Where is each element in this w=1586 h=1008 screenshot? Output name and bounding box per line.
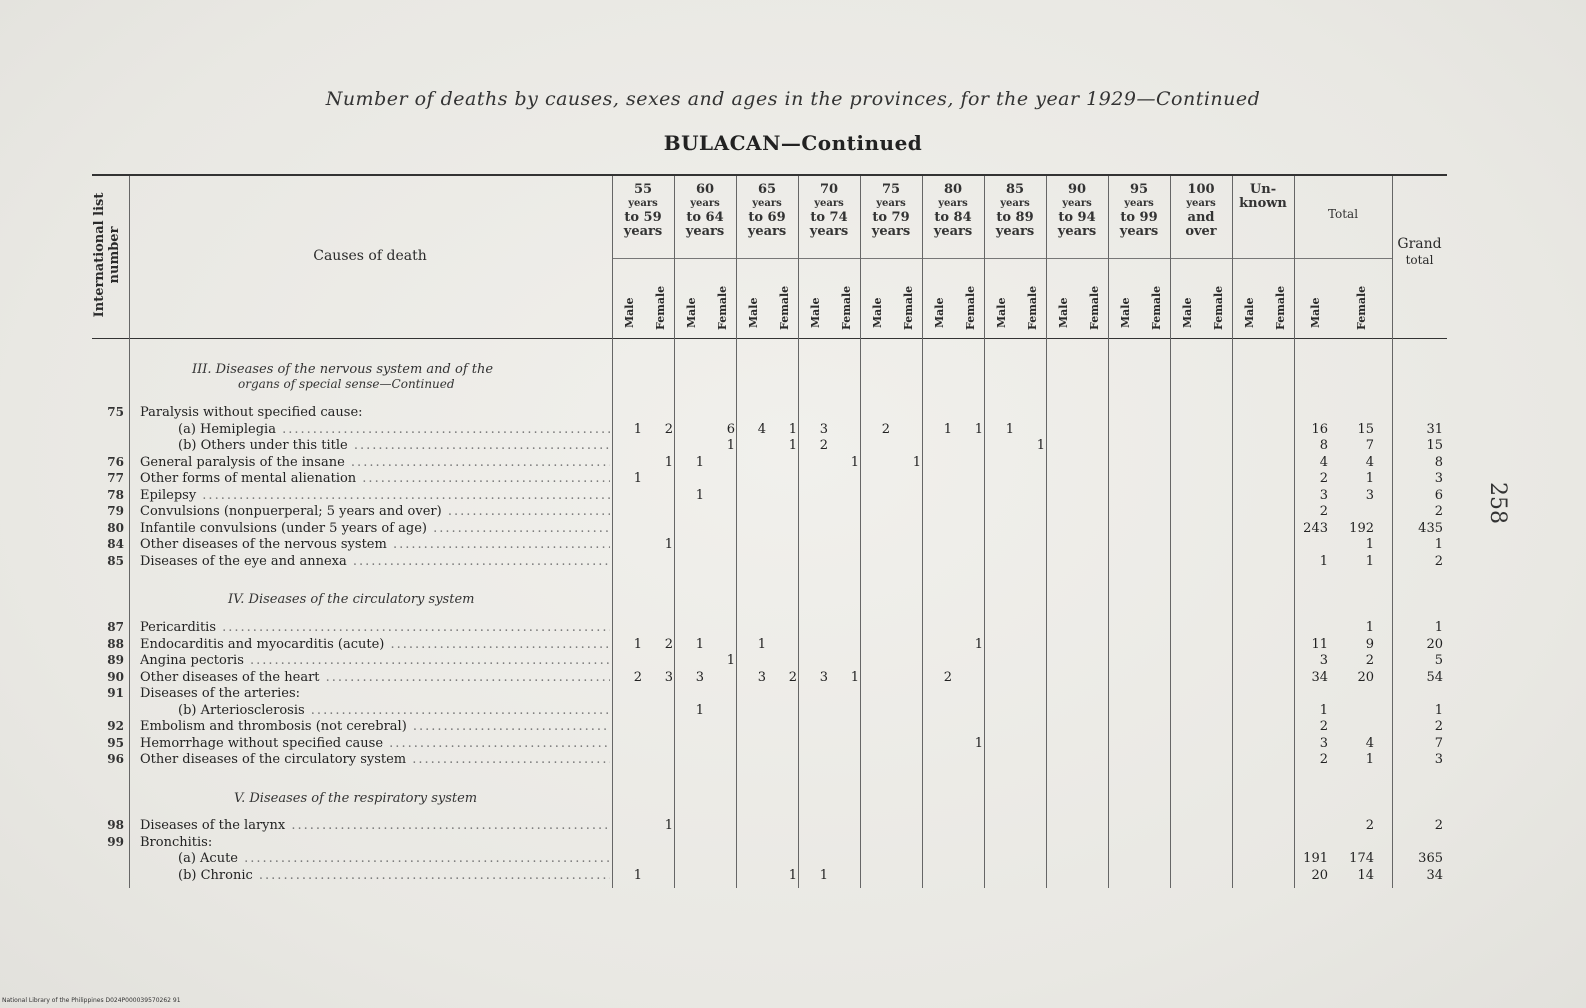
age-group-header-line: years <box>1124 198 1154 209</box>
female-column-header: Female <box>964 285 977 330</box>
cause-label: Embolism and thrombosis (not cerebral) ..... <box>140 719 610 734</box>
intl-list-number: 87 <box>107 620 124 634</box>
female-column-header: Female <box>1088 285 1101 330</box>
female-column-header: Female <box>1150 285 1163 330</box>
intl-list-number: 84 <box>107 537 124 551</box>
age-group-header-line: years <box>1119 224 1159 239</box>
intl-list-number: 78 <box>107 488 124 502</box>
grand-total-cell: 2 <box>1434 818 1443 833</box>
intl-list-number: 80 <box>107 521 124 535</box>
table-cell: 6 <box>726 422 735 437</box>
age-group-header <box>1108 183 1170 239</box>
age-group-header-line: to 59 <box>624 210 662 225</box>
section-heading-circulatory: IV. Diseases of the circulatory system <box>228 592 475 607</box>
total-column-divider <box>1392 340 1393 888</box>
age-group-header-line: years <box>623 224 663 239</box>
intl-list-number: 99 <box>107 835 124 849</box>
grand-total-cell: 8 <box>1434 455 1443 470</box>
age-column-divider <box>984 176 985 888</box>
table-cell: 1 <box>788 422 797 437</box>
table-cell: 1 <box>664 818 673 833</box>
table-cell: 15 <box>1357 422 1374 437</box>
female-column-header: Female <box>1355 285 1368 330</box>
table-cell: 2 <box>633 670 642 685</box>
age-group-header-line: years <box>809 224 849 239</box>
age-group-header-line: Un- <box>1249 182 1277 197</box>
table-cell: 2 <box>1319 504 1328 519</box>
age-group-header-line: years <box>1057 224 1097 239</box>
intl-list-number: 96 <box>107 752 124 766</box>
province-subtitle: BULACAN—Continued <box>663 131 923 155</box>
table-cell: 4 <box>1365 455 1374 470</box>
table-cell: 3 <box>757 670 766 685</box>
table-cell: 3 <box>1319 488 1328 503</box>
header-bottom-rule <box>92 338 1447 339</box>
table-cell: 3 <box>819 422 828 437</box>
intl-list-number: 79 <box>107 504 124 518</box>
table-cell: 4 <box>757 422 766 437</box>
table-cell: 11 <box>1311 637 1328 652</box>
table-cell: 3 <box>1319 653 1328 668</box>
table-top-rule <box>92 174 1447 176</box>
table-cell: 4 <box>1319 455 1328 470</box>
cause-label: (a) Hemiplegia ..... <box>178 422 610 437</box>
table-cell: 2 <box>788 670 797 685</box>
table-cell: 1 <box>1365 537 1374 552</box>
age-group-header-line: years <box>1186 198 1216 209</box>
table-cell: 2 <box>819 438 828 453</box>
cause-label: (b) Others under this title ..... <box>178 438 610 453</box>
intl-list-number: 98 <box>107 818 124 832</box>
table-cell: 1 <box>633 637 642 652</box>
table-cell: 20 <box>1311 868 1328 883</box>
cause-label: Pericarditis ..... <box>140 620 610 635</box>
female-column-header: Female <box>840 285 853 330</box>
table-cell: 1 <box>788 438 797 453</box>
section-heading-line2: organs of special sense—Continued <box>238 377 455 391</box>
grand-total-line1: Grand <box>1397 236 1442 252</box>
table-cell: 1 <box>633 422 642 437</box>
table-cell: 7 <box>1365 438 1374 453</box>
table-cell: 1 <box>664 455 673 470</box>
page-title: Number of deaths by causes, sexes and ages in the provinces, for the year 1929—Continued <box>325 88 1261 110</box>
age-column-divider <box>798 176 799 888</box>
total-header-label: Total <box>1327 207 1359 221</box>
table-cell: 2 <box>943 670 952 685</box>
section-heading-respiratory: V. Diseases of the respiratory system <box>234 791 478 806</box>
age-group-header-line: years <box>747 224 787 239</box>
age-column-divider <box>1170 176 1171 888</box>
table-cell: 2 <box>664 637 673 652</box>
grand-total-line2: total <box>1405 253 1434 267</box>
female-column-header: Female <box>1212 285 1225 330</box>
age-column-divider <box>1294 176 1295 888</box>
age-group-header-line: 100 <box>1187 182 1215 197</box>
table-cell: 1 <box>1319 554 1328 569</box>
age-group-header <box>798 183 860 239</box>
age-group-header-line: to 99 <box>1120 210 1158 225</box>
cause-label: (a) Acute ..... <box>178 851 610 866</box>
table-cell: 1 <box>943 422 952 437</box>
intl-list-number: 91 <box>107 686 124 700</box>
male-column-header: Male <box>1309 297 1322 328</box>
table-cell: 20 <box>1357 670 1374 685</box>
table-cell: 3 <box>664 670 673 685</box>
age-group-header-line: years <box>685 224 725 239</box>
age-column-divider <box>922 176 923 888</box>
grand-total-cell: 365 <box>1418 851 1443 866</box>
table-cell: 3 <box>819 670 828 685</box>
table-cell: 2 <box>881 422 890 437</box>
intl-list-number: 76 <box>107 455 124 469</box>
age-group-header-line: years <box>871 224 911 239</box>
table-cell: 3 <box>1365 488 1374 503</box>
table-cell: 2 <box>1319 752 1328 767</box>
male-column-header: Male <box>1057 297 1070 328</box>
age-column-divider <box>674 176 675 888</box>
table-cell: 1 <box>1365 620 1374 635</box>
table-cell: 1 <box>1365 752 1374 767</box>
table-cell: 243 <box>1303 521 1328 536</box>
age-group-header-line: years <box>1000 198 1030 209</box>
total-header <box>1294 207 1392 221</box>
table-cell: 2 <box>1319 471 1328 486</box>
age-group-header-line: to 69 <box>748 210 786 225</box>
intl-list-number: 92 <box>107 719 124 733</box>
cause-label: General paralysis of the insane ..... <box>140 455 610 470</box>
table-cell: 1 <box>695 488 704 503</box>
age-column-divider <box>860 176 861 888</box>
male-column-header: Male <box>747 297 760 328</box>
table-cell: 16 <box>1311 422 1328 437</box>
age-group-header <box>736 183 798 239</box>
table-cell: 1 <box>726 438 735 453</box>
male-column-header: Male <box>1243 297 1256 328</box>
cause-label: Hemorrhage without specified cause ..... <box>140 736 610 751</box>
table-cell: 4 <box>1365 736 1374 751</box>
grand-total-cell: 2 <box>1434 504 1443 519</box>
grand-total-cell: 1 <box>1434 703 1443 718</box>
age-group-header-line: years <box>876 198 906 209</box>
grand-total-cell: 20 <box>1426 637 1443 652</box>
age-group-header-line: over <box>1185 224 1217 239</box>
female-column-header: Female <box>654 285 667 330</box>
table-cell: 1 <box>633 868 642 883</box>
cause-label: Bronchitis: <box>140 835 213 850</box>
female-column-header: Female <box>716 285 729 330</box>
table-cell: 1 <box>1365 554 1374 569</box>
age-column-divider <box>1232 176 1233 888</box>
age-group-header-line: years <box>814 198 844 209</box>
cause-label: Infantile convulsions (under 5 years of age) ..... <box>140 521 610 536</box>
intl-list-number: 90 <box>107 670 124 684</box>
age-column-divider <box>1108 176 1109 888</box>
cause-label: (b) Chronic ..... <box>178 868 610 883</box>
grand-total-cell: 34 <box>1426 868 1443 883</box>
age-group-header-line: 90 <box>1067 182 1087 197</box>
table-cell: 2 <box>1319 719 1328 734</box>
section-heading-nervous <box>192 362 612 391</box>
grand-total-cell: 6 <box>1434 488 1443 503</box>
table-cell: 1 <box>1365 471 1374 486</box>
age-group-header-line: 80 <box>943 182 963 197</box>
table-cell: 192 <box>1349 521 1374 536</box>
age-column-divider <box>1046 176 1047 888</box>
intl-list-number: 95 <box>107 736 124 750</box>
age-group-header <box>1170 183 1232 239</box>
age-group-header-line: 95 <box>1129 182 1149 197</box>
table-cell: 1 <box>974 736 983 751</box>
cause-label: Other diseases of the circulatory system ..... <box>140 752 610 767</box>
age-group-header-line: 60 <box>695 182 715 197</box>
table-cell: 191 <box>1303 851 1328 866</box>
age-group-header-line: 65 <box>757 182 777 197</box>
age-group-header-line: 70 <box>819 182 839 197</box>
age-group-header <box>612 183 674 239</box>
table-cell: 2 <box>1365 653 1374 668</box>
table-cell: 1 <box>1319 703 1328 718</box>
grand-total-cell: 3 <box>1434 471 1443 486</box>
male-column-header: Male <box>995 297 1008 328</box>
table-cell: 3 <box>1319 736 1328 751</box>
age-group-header-line: to 84 <box>934 210 972 225</box>
intl-list-header-line1: International list <box>92 192 107 318</box>
age-group-header-line: to 79 <box>872 210 910 225</box>
table-cell: 1 <box>788 868 797 883</box>
table-cell: 1 <box>974 422 983 437</box>
table-cell: 1 <box>1005 422 1014 437</box>
grand-total-cell: 5 <box>1434 653 1443 668</box>
table-cell: 1 <box>664 537 673 552</box>
cause-label: Convulsions (nonpuerperal; 5 years and over) ..... <box>140 504 610 519</box>
age-group-header-line: years <box>933 224 973 239</box>
grand-total-cell: 2 <box>1434 554 1443 569</box>
intl-list-number: 75 <box>107 405 124 419</box>
archive-footer: National Library of the Philippines D024P000039570262 91 <box>2 997 181 1004</box>
female-column-header: Female <box>1274 285 1287 330</box>
cause-label: Other diseases of the nervous system ..... <box>140 537 610 552</box>
table-cell: 34 <box>1311 670 1328 685</box>
age-group-header-line: to 74 <box>810 210 848 225</box>
grand-total-cell: 1 <box>1434 537 1443 552</box>
female-column-header: Female <box>1026 285 1039 330</box>
age-group-header-line: known <box>1239 196 1287 211</box>
female-column-header: Female <box>778 285 791 330</box>
table-cell: 1 <box>633 471 642 486</box>
male-column-header: Male <box>1181 297 1194 328</box>
cause-label: Angina pectoris ..... <box>140 653 610 668</box>
table-cell: 1 <box>695 703 704 718</box>
male-column-header: Male <box>623 297 636 328</box>
age-group-header-line: to 64 <box>686 210 724 225</box>
age-group-header-line: years <box>995 224 1035 239</box>
cause-label: Diseases of the eye and annexa ..... <box>140 554 610 569</box>
age-group-header-line: 85 <box>1005 182 1025 197</box>
cause-label: Other forms of mental alienation ..... <box>140 471 610 486</box>
male-column-header: Male <box>871 297 884 328</box>
table-cell: 14 <box>1357 868 1374 883</box>
cause-label: Epilepsy ..... <box>140 488 610 503</box>
table-cell: 1 <box>757 637 766 652</box>
page-number: 258 <box>1485 482 1510 524</box>
female-column-header: Female <box>902 285 915 330</box>
age-column-divider <box>612 176 613 888</box>
age-group-header-line: years <box>752 198 782 209</box>
male-column-header: Male <box>809 297 822 328</box>
cause-label: Endocarditis and myocarditis (acute) ..... <box>140 637 610 652</box>
intl-list-header-line2: number <box>107 226 122 284</box>
grand-total-header <box>1392 236 1447 268</box>
table-cell: 1 <box>850 670 859 685</box>
section-heading-line1: III. Diseases of the nervous system and of the <box>192 362 494 377</box>
male-column-header: Male <box>685 297 698 328</box>
age-group-header <box>922 183 984 239</box>
intl-list-number: 77 <box>107 471 124 485</box>
table-cell: 1 <box>695 455 704 470</box>
grand-total-cell: 31 <box>1426 422 1443 437</box>
table-divider <box>129 176 130 888</box>
age-group-header <box>860 183 922 239</box>
male-column-header: Male <box>933 297 946 328</box>
table-cell: 1 <box>850 455 859 470</box>
table-cell: 1 <box>819 868 828 883</box>
table-cell: 1 <box>695 637 704 652</box>
grand-total-cell: 2 <box>1434 719 1443 734</box>
grand-total-cell: 15 <box>1426 438 1443 453</box>
grand-total-cell: 435 <box>1418 521 1443 536</box>
grand-total-cell: 3 <box>1434 752 1443 767</box>
grand-total-cell: 54 <box>1426 670 1443 685</box>
table-cell: 1 <box>726 653 735 668</box>
intl-list-number: 89 <box>107 653 124 667</box>
age-group-header-line: 55 <box>633 182 653 197</box>
age-group-header-line: years <box>628 198 658 209</box>
age-group-header <box>1232 183 1294 211</box>
cause-label: (b) Arteriosclerosis ..... <box>178 703 610 718</box>
age-group-header <box>1046 183 1108 239</box>
intl-list-number: 85 <box>107 554 124 568</box>
table-cell: 1 <box>1036 438 1045 453</box>
cause-label: Diseases of the larynx ..... <box>140 818 610 833</box>
male-column-header: Male <box>1119 297 1132 328</box>
age-group-header-line: to 94 <box>1058 210 1096 225</box>
age-group-header-line: years <box>1062 198 1092 209</box>
age-group-header-line: and <box>1187 210 1215 225</box>
intl-list-header <box>92 180 122 330</box>
intl-list-number: 88 <box>107 637 124 651</box>
causes-header: Causes of death <box>313 248 427 264</box>
age-column-divider <box>736 176 737 888</box>
table-cell: 1 <box>974 637 983 652</box>
cause-label: Other diseases of the heart ..... <box>140 670 610 685</box>
table-cell: 3 <box>695 670 704 685</box>
table-cell: 2 <box>664 422 673 437</box>
table-cell: 2 <box>1365 818 1374 833</box>
age-group-header-line: to 89 <box>996 210 1034 225</box>
age-group-header-line: years <box>938 198 968 209</box>
table-cell: 9 <box>1365 637 1374 652</box>
table-cell: 1 <box>912 455 921 470</box>
age-group-header <box>674 183 736 239</box>
grand-total-cell: 1 <box>1434 620 1443 635</box>
sex-header-rule <box>612 258 1392 259</box>
cause-label: Paralysis without specified cause: <box>140 405 363 420</box>
cause-label: Diseases of the arteries: <box>140 686 301 701</box>
grand-total-cell: 7 <box>1434 736 1443 751</box>
age-group-header-line: years <box>690 198 720 209</box>
table-cell: 8 <box>1319 438 1328 453</box>
age-group-header <box>984 183 1046 239</box>
age-group-header-line: 75 <box>881 182 901 197</box>
table-cell: 174 <box>1349 851 1374 866</box>
